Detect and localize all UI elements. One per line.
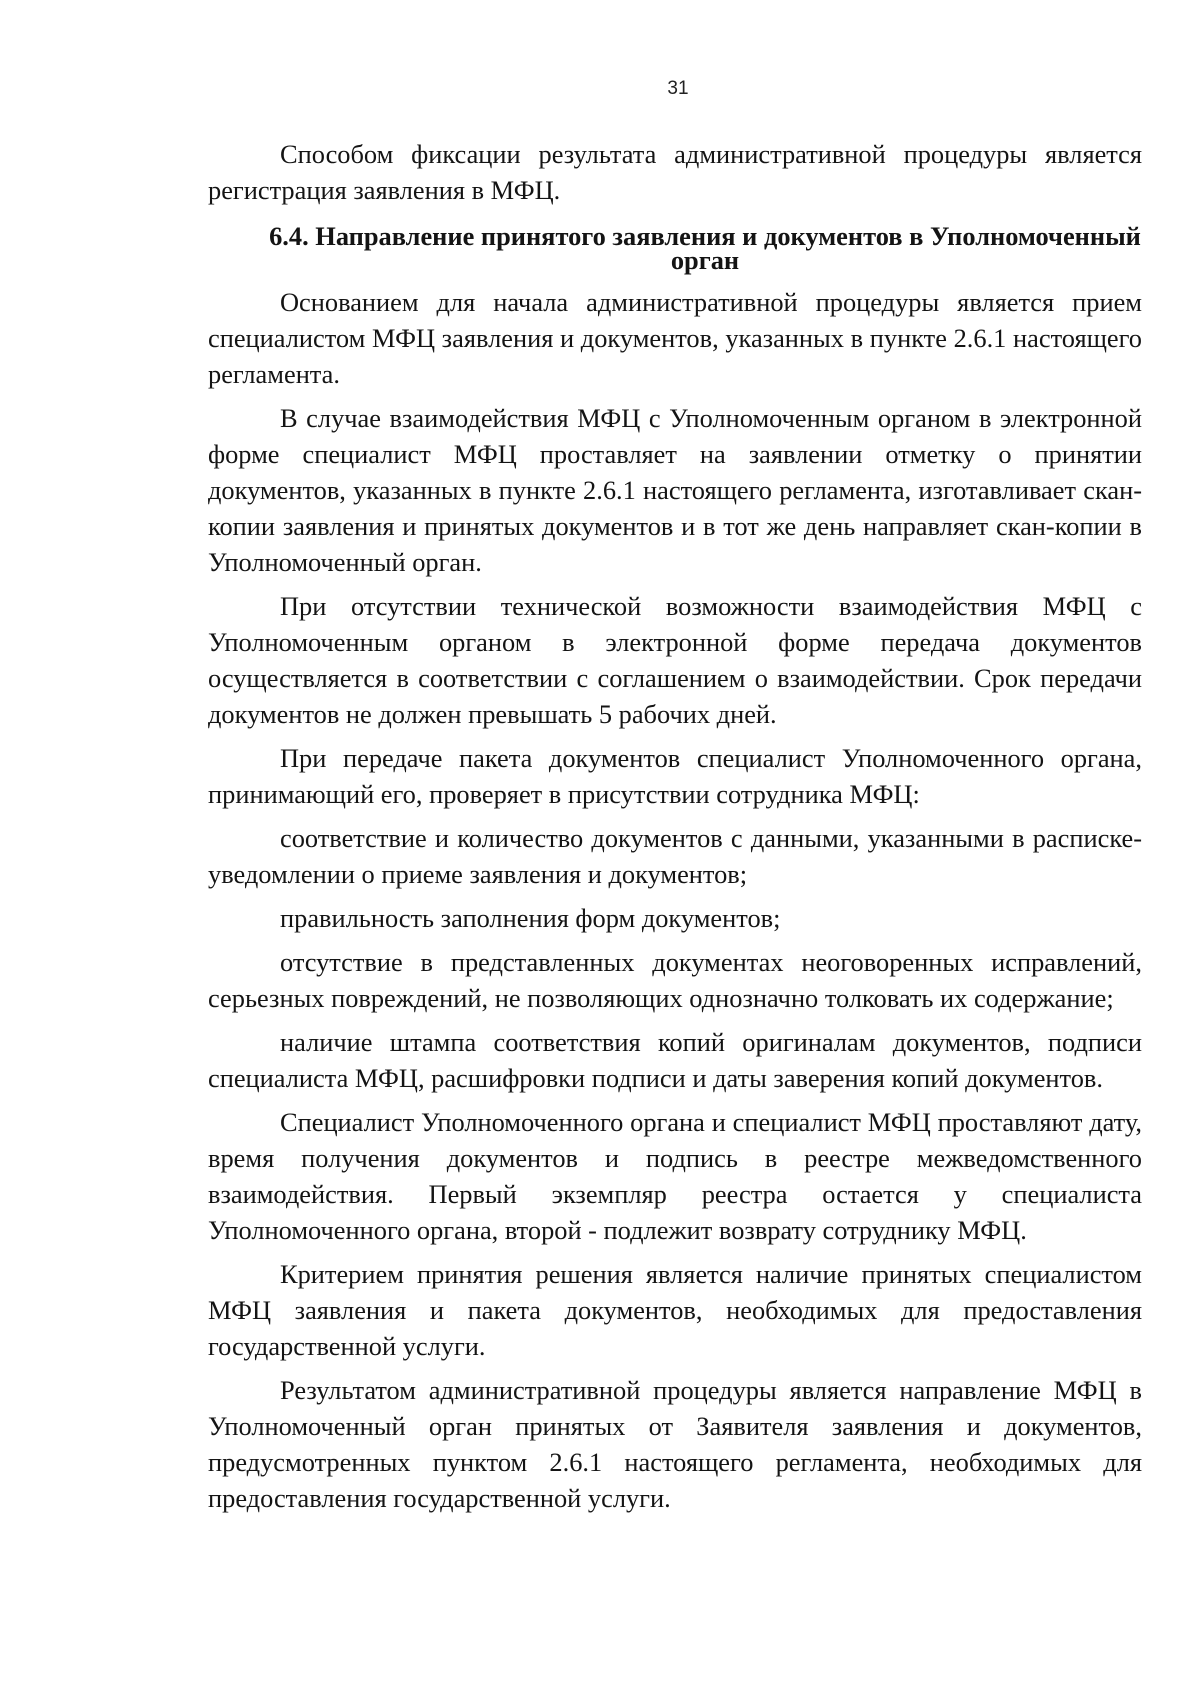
paragraph-package-transfer: При передаче пакета документов специалист Уполномоченного органа, принимающий его, проверяет в присутствии сотрудника МФЦ: (208, 743, 1142, 809)
page-number: 31 (667, 78, 689, 99)
paragraph-registry: Специалист Уполномоченного органа и специалист МФЦ проставляют дату, время получения документов и подпись в реестре межведомственного взаимодействия. Первый экземпляр реестра остается у специалиста Уполномоченного органа, второй - подлежит возврату сотруднику МФЦ. (208, 1107, 1142, 1245)
paragraph-no-technical-possibility: При отсутствии технической возможности взаимодействия МФЦ с Уполномоченным органом в электронной форме передача документов осуществляется в соответствии с соглашением о взаимодействии. Срок передачи документов не должен превышать 5 рабочих дней. (208, 591, 1142, 729)
paragraph-result: Результатом административной процедуры является направление МФЦ в Уполномоченный орган принятых от Заявителя заявления и документов, предусмотренных пунктом 2.6.1 настоящего регламента, необходимых для предоставления государственной услуги. (208, 1375, 1142, 1513)
paragraph-electronic-interaction: В случае взаимодействия МФЦ с Уполномоченным органом в электронной форме специалист МФЦ проставляет на заявлении отметку о принятии документов, указанных в пункте 2.6.1 настоящего регламента, изготавливает скан-копии заявления и принятых документов и в тот же день направляет скан-копии в Уполномоченный орган. (208, 403, 1142, 577)
document-body (208, 136, 1142, 1516)
list-item-stamp: наличие штампа соответствия копий оригиналам документов, подписи специалиста МФЦ, расшифровки подписи и даты заверения копий документов. (208, 1027, 1142, 1093)
list-item-no-corrections: отсутствие в представленных документах неоговоренных исправлений, серьезных повреждений, не позволяющих однозначно толковать их содержание; (208, 947, 1142, 1013)
intro-paragraph: Способом фиксации результата административной процедуры является регистрация заявления в МФЦ. (208, 139, 1142, 205)
paragraph-criterion: Критерием принятия решения является наличие принятых специалистом МФЦ заявления и пакета документов, необходимых для предоставления государственной услуги. (208, 1259, 1142, 1361)
paragraph-basis: Основанием для начала административной процедуры является прием специалистом МФЦ заявления и документов, указанных в пункте 2.6.1 настоящего регламента. (208, 287, 1142, 389)
section-heading: 6.4. Направление принятого заявления и документов в Уполномоченный орган (269, 221, 1141, 275)
list-item-correspondence: соответствие и количество документов с данными, указанными в расписке-уведомлении о приеме заявления и документов; (208, 823, 1142, 889)
list-item-form-filling: правильность заполнения форм документов; (280, 903, 781, 933)
